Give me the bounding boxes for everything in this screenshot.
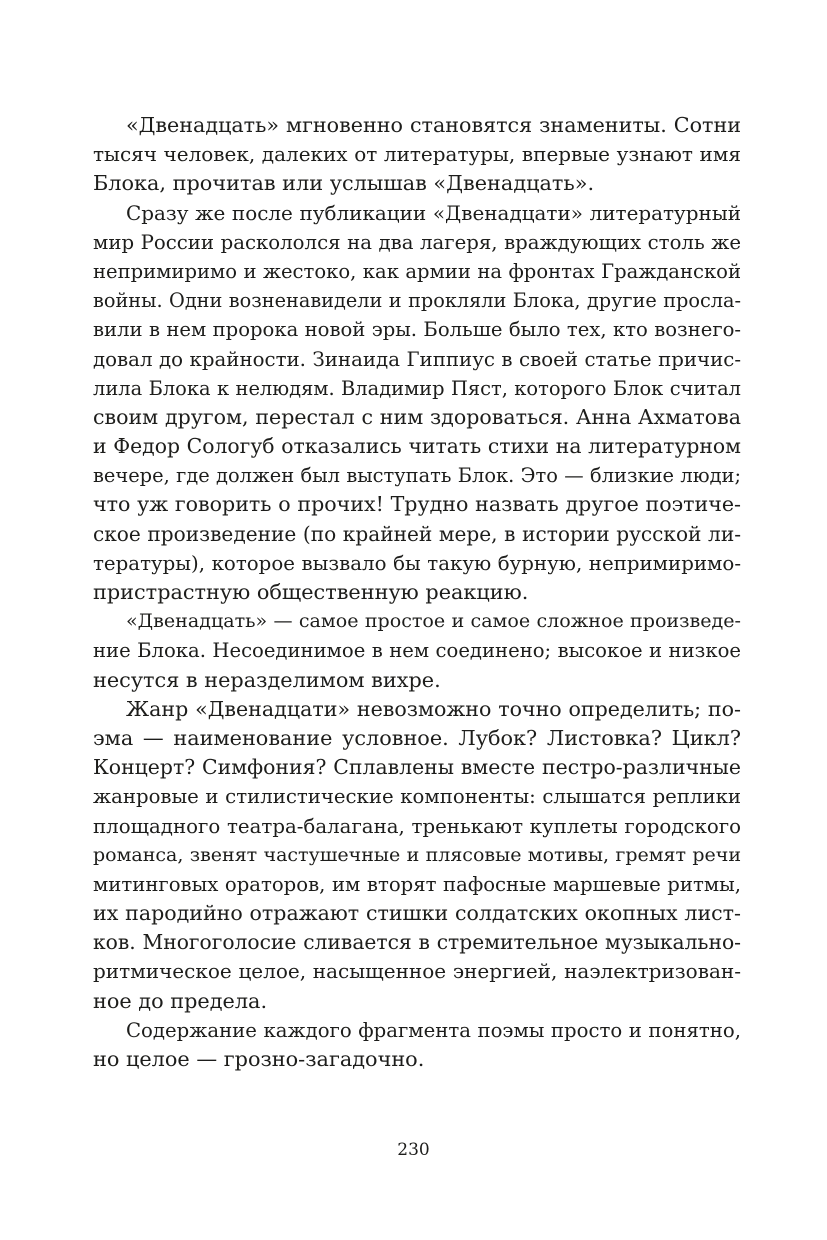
paragraph bbox=[93, 607, 741, 695]
paragraph bbox=[93, 695, 741, 1016]
text-line: их пародийно отражают стишки солдатских окопных лист- bbox=[93, 901, 741, 926]
text-line: ков. Многоголосие сливается в стремительное музыкально- bbox=[93, 930, 741, 955]
page-number: 230 bbox=[397, 1140, 430, 1160]
text-line: непримиримо и жестоко, как армии на фронтах Гражданской bbox=[93, 259, 741, 283]
text-line: Жанр «Двенадцати» невозможно точно определить; по- bbox=[126, 696, 741, 721]
text-line: ние Блока. Несоединимое в нем соединено; высокое и низкое bbox=[93, 639, 741, 663]
text-line: лила Блока к нелюдям. Владимир Пяст, которого Блок считал bbox=[93, 376, 741, 400]
text-line: романса, звенят частушечные и плясовые мотивы, гремят речи bbox=[93, 843, 741, 866]
text-line: что уж говорить о прочих! Трудно назвать другое поэтиче- bbox=[93, 492, 741, 517]
text-line: тысяч человек, далеких от литературы, впервые узнают имя bbox=[93, 142, 741, 167]
text-line: мир России раскололся на два лагеря, враждующих столь же bbox=[93, 230, 741, 254]
paragraph bbox=[93, 111, 741, 199]
paragraph bbox=[93, 199, 741, 608]
text-line: ное до предела. bbox=[93, 988, 268, 1013]
text-line: пристрастную общественную реакцию. bbox=[93, 580, 529, 604]
text-line: Сразу же после публикации «Двенадцати» литературный bbox=[126, 200, 741, 225]
text-line: митинговых ораторов, им вторят пафосные маршевые ритмы, bbox=[93, 872, 741, 896]
text-line: вили в нем пророка новой эры. Больше было тех, кто вознего- bbox=[93, 318, 741, 342]
text-line: Концерт? Симфония? Сплавлены вместе пестро-различные bbox=[93, 755, 741, 780]
text-line: но целое — грозно-загадочно. bbox=[93, 1047, 425, 1071]
text-line: жанровые и стилистические компоненты: слышатся реплики bbox=[93, 785, 741, 809]
paragraph bbox=[93, 1016, 741, 1074]
text-line: Блока, прочитав или услышав «Двенадцать». bbox=[93, 171, 595, 196]
text-line: эма — наименование условное. Лубок? Листовка? Цикл? bbox=[93, 725, 741, 750]
body-text bbox=[93, 111, 741, 1074]
text-line: войны. Одни возненавидели и прокляли Блока, другие просла- bbox=[93, 289, 741, 313]
text-line: и Федор Сологуб отказались читать стихи на литературном bbox=[93, 434, 741, 459]
text-line: вечере, где должен был выступать Блок. Это — близкие люди; bbox=[93, 464, 741, 488]
text-line: «Двенадцать» — самое простое и самое сложное произведе- bbox=[126, 610, 741, 633]
text-line: своим другом, перестал с ним здороваться. Анна Ахматова bbox=[93, 404, 741, 429]
text-line: ритмическое целое, насыщенное энергией, наэлектризован- bbox=[93, 959, 741, 984]
text-line: «Двенадцать» мгновенно становятся знамениты. Сотни bbox=[126, 113, 741, 137]
text-line: площадного театра-балагана, тренькают куплеты городского bbox=[93, 814, 741, 838]
text-line: несутся в неразделимом вихре. bbox=[93, 667, 441, 692]
text-line: ское произведение (по крайней мере, в истории русской ли- bbox=[93, 521, 741, 546]
text-line: Содержание каждого фрагмента поэмы просто и понятно, bbox=[126, 1018, 741, 1042]
text-line: довал до крайности. Зинаида Гиппиус в своей статье причис- bbox=[93, 347, 741, 371]
text-line: тературы), которое вызвало бы такую бурную, непримиримо- bbox=[93, 551, 741, 575]
